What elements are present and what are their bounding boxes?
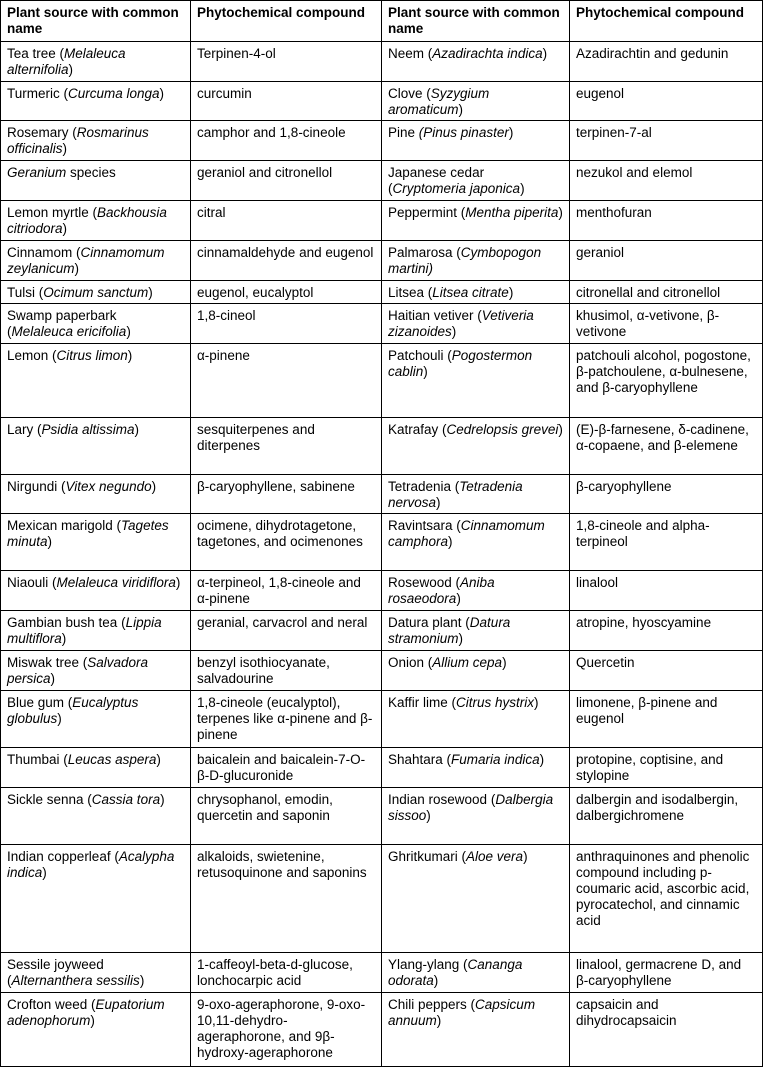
plant-common-name: Tulsi (	[7, 285, 44, 300]
plant-source-cell	[382, 42, 570, 82]
plant-source-cell	[1, 691, 191, 748]
plant-name-suffix: species	[66, 165, 116, 180]
plant-name-suffix: )	[127, 348, 133, 363]
table-row	[1, 241, 763, 281]
table-row	[1, 691, 763, 748]
plant-name-suffix: )	[436, 495, 441, 510]
plant-name-suffix: )	[139, 973, 145, 988]
plant-source-cell	[1, 304, 191, 344]
plant-source-cell	[1, 344, 191, 418]
plant-source-cell	[382, 514, 570, 571]
plant-name-suffix: )	[175, 575, 181, 590]
plant-common-name: Clove (	[388, 86, 431, 101]
plant-source-cell	[1, 201, 191, 241]
plant-scientific-name: Allium cepa	[432, 655, 503, 670]
phytochemical-compound-cell: patchouli alcohol, pogostone, β-patchoulene, α-bulnesene, and β-caryophyllene	[570, 344, 763, 418]
plant-common-name: Kaffir lime (	[388, 695, 457, 710]
plant-scientific-name: Cananga odorata	[388, 957, 523, 988]
phytochemical-compound-cell: 1,8-cineole (eucalyptol), terpenes like α-pinene and β-pinene	[191, 691, 382, 748]
plant-name-suffix: )	[458, 631, 464, 646]
phytochemical-compound-cell: capsaicin and dihydrocapsaicin	[570, 993, 763, 1067]
phytochemical-compound-cell: β-caryophyllene	[570, 475, 763, 514]
table-row	[1, 344, 763, 418]
plant-scientific-name: Alternanthera sessilis	[11, 973, 140, 988]
plant-name-suffix: )	[42, 865, 47, 880]
plant-name-suffix: )	[156, 752, 161, 767]
plant-common-name: Katrafay (	[388, 422, 447, 437]
plant-source-cell	[1, 571, 191, 611]
plant-source-cell	[1, 651, 191, 691]
plant-common-name: Swamp paperbark (	[7, 308, 117, 339]
phytochemical-compound-cell: sesquiterpenes and diterpenes	[191, 418, 382, 475]
plant-name-suffix: )	[151, 479, 157, 494]
phytochemical-compound-cell: ocimene, dihydrotagetone, tagetones, and ocimenones	[191, 514, 382, 571]
phytochemical-compound-cell: camphor and 1,8-cineole	[191, 121, 382, 161]
plant-name-suffix: )	[159, 86, 165, 101]
plant-source-cell	[1, 993, 191, 1067]
plant-scientific-name: Datura stramonium	[388, 615, 511, 646]
plant-source-cell	[1, 82, 191, 121]
plant-source-cell	[382, 475, 570, 514]
plant-source-cell	[382, 201, 570, 241]
plant-scientific-name: (Pinus pinaster	[418, 125, 509, 140]
plant-common-name: Ravintsara (	[388, 518, 461, 533]
phytochemical-compound-cell: eugenol	[570, 82, 763, 121]
header-compound-1: Phytochemical compound	[191, 1, 382, 42]
table-row	[1, 571, 763, 611]
plant-common-name: Sessile joyweed (	[7, 957, 104, 988]
header-plant-source-2: Plant source with common name	[382, 1, 570, 42]
plant-scientific-name: Ocimum sanctum	[43, 285, 149, 300]
plant-name-suffix: )	[74, 261, 80, 276]
phytochemical-compound-cell: cinnamaldehyde and eugenol	[191, 241, 382, 281]
plant-source-cell	[382, 748, 570, 788]
plant-scientific-name: Citrus hystrix	[456, 695, 535, 710]
plant-common-name: Miswak tree (	[7, 655, 88, 670]
plant-name-suffix: )	[134, 422, 140, 437]
plant-common-name: Rosemary (	[7, 125, 77, 140]
plant-common-name: Neem (	[388, 46, 433, 61]
plant-name-suffix: )	[50, 671, 56, 686]
plant-scientific-name: Tagetes minuta	[7, 518, 169, 549]
plant-scientific-name: Dalbergia sissoo	[388, 792, 554, 823]
plant-source-cell	[382, 953, 570, 993]
plant-common-name: Turmeric (	[7, 86, 68, 101]
plant-source-cell	[1, 475, 191, 514]
plant-name-suffix: )	[558, 422, 563, 437]
plant-common-name: Mexican marigold (	[7, 518, 122, 533]
phytochemical-compound-cell: β-caryophyllene, sabinene	[191, 475, 382, 514]
table-row	[1, 993, 763, 1067]
plant-scientific-name: Eupatorium adenophorum	[7, 997, 165, 1028]
plant-source-cell	[382, 121, 570, 161]
plant-common-name: Rosewood (	[388, 575, 461, 590]
plant-scientific-name: Cinnamomum zeylanicum	[7, 245, 165, 276]
phytochemical-compound-cell: alkaloids, swietenine, retusoquinone and saponins	[191, 845, 382, 953]
phytochemical-compound-cell: linalool, germacrene D, and β-caryophyllene	[570, 953, 763, 993]
plant-source-cell	[382, 161, 570, 201]
plant-source-cell	[1, 241, 191, 281]
plant-scientific-name: Melaleuca ericifolia	[11, 324, 127, 339]
plant-scientific-name: Cymbopogon martini)	[388, 245, 542, 276]
plant-source-cell	[382, 281, 570, 304]
plant-name-suffix: )	[126, 324, 131, 339]
plant-source-cell	[382, 611, 570, 651]
plant-name-suffix: )	[523, 849, 528, 864]
phytochemical-compound-cell: 1,8-cineol	[191, 304, 382, 344]
plant-scientific-name: Capsicum annuum	[388, 997, 536, 1028]
plant-name-suffix: )	[62, 221, 68, 236]
table-row	[1, 514, 763, 571]
plant-common-name: Lemon myrtle (	[7, 205, 98, 220]
plant-common-name: Shahtara (	[388, 752, 452, 767]
plant-common-name: Tetradenia (	[388, 479, 460, 494]
phytochemical-compound-cell: dalbergin and isodalbergin, dalbergichromene	[570, 788, 763, 845]
table-row	[1, 748, 763, 788]
plant-name-suffix: )	[539, 752, 545, 767]
table-row	[1, 418, 763, 475]
plant-scientific-name: Curcuma longa	[68, 86, 160, 101]
plant-scientific-name: Litsea citrate	[432, 285, 509, 300]
plant-scientific-name: Melaleuca viridiflora	[56, 575, 176, 590]
plant-common-name: Cinnamom (	[7, 245, 81, 260]
plant-source-cell	[382, 241, 570, 281]
phytochemical-compound-cell: menthofuran	[570, 201, 763, 241]
plant-name-suffix: )	[508, 285, 514, 300]
table-row	[1, 788, 763, 845]
plant-scientific-name: Lippia multiflora	[7, 615, 162, 646]
phytochemical-compound-cell: geraniol and citronellol	[191, 161, 382, 201]
phytochemical-compound-cell: protopine, coptisine, and stylopine	[570, 748, 763, 788]
plant-source-cell	[382, 993, 570, 1067]
plant-source-cell	[1, 953, 191, 993]
plant-scientific-name: Vitex negundo	[65, 479, 152, 494]
plant-source-cell	[1, 121, 191, 161]
plant-source-cell	[1, 42, 191, 82]
plant-scientific-name: Mentha piperita	[465, 205, 559, 220]
phytochemical-compound-cell: limonene, β-pinene and eugenol	[570, 691, 763, 748]
plant-name-suffix: )	[62, 141, 68, 156]
plant-source-cell	[1, 845, 191, 953]
table-row	[1, 121, 763, 161]
plant-source-cell	[1, 748, 191, 788]
plant-source-cell	[382, 344, 570, 418]
table-row	[1, 201, 763, 241]
plant-common-name: Lary (	[7, 422, 42, 437]
plant-common-name: Litsea (	[388, 285, 433, 300]
plant-common-name: Niaouli (	[7, 575, 57, 590]
phytochemical-compound-cell: Azadirachtin and gedunin	[570, 42, 763, 82]
header-plant-source-1: Plant source with common name	[1, 1, 191, 42]
plant-source-cell	[382, 691, 570, 748]
plant-common-name: Datura plant (	[388, 615, 470, 630]
plant-source-cell	[382, 304, 570, 344]
plant-name-suffix: )	[160, 792, 165, 807]
table-row	[1, 42, 763, 82]
phytochemical-compound-cell: α-terpineol, 1,8-cineole and α-pinene	[191, 571, 382, 611]
table-row	[1, 953, 763, 993]
plant-name-suffix: )	[558, 205, 563, 220]
phytochemical-compound-cell: khusimol, α-vetivone, β-vetivone	[570, 304, 763, 344]
plant-common-name: Ghritkumari (	[388, 849, 467, 864]
plant-source-cell	[1, 514, 191, 571]
plant-name-suffix: )	[426, 808, 431, 823]
plant-common-name: Haitian vetiver (	[388, 308, 482, 323]
plant-scientific-name: Aniba rosaeodora	[388, 575, 495, 606]
phytochemical-compound-cell: 9-oxo-ageraphorone, 9-oxo-10,11-dehydro-ageraphorone, and 9β-hydroxy-ageraphorone	[191, 993, 382, 1067]
phytochemical-compound-cell: eugenol, eucalyptol	[191, 281, 382, 304]
plant-scientific-name: Syzygium aromaticum	[388, 86, 490, 117]
phytochemical-compound-cell: anthraquinones and phenolic compound including p-coumaric acid, ascorbic acid, pyrocatechol, and cinnamic acid	[570, 845, 763, 953]
phytochemical-compound-cell: Quercetin	[570, 651, 763, 691]
plant-source-cell	[1, 161, 191, 201]
plant-name-suffix: )	[68, 62, 74, 77]
plant-name-suffix: )	[520, 181, 525, 196]
plant-name-suffix: )	[148, 285, 153, 300]
plant-common-name: Pine	[388, 125, 419, 140]
plant-common-name: Japanese cedar (	[388, 165, 485, 196]
header-compound-2: Phytochemical compound	[570, 1, 763, 42]
plant-scientific-name: Geranium	[7, 165, 67, 180]
plant-scientific-name: Pogostermon cablin	[388, 348, 533, 379]
plant-common-name: Peppermint (	[388, 205, 466, 220]
plant-common-name: Onion (	[388, 655, 433, 670]
plant-name-suffix: )	[90, 1013, 95, 1028]
plant-name-suffix: )	[508, 125, 514, 140]
phytochemical-compound-cell: 1,8-cineole and alpha-terpineol	[570, 514, 763, 571]
plant-scientific-name: Cryptomeria japonica	[392, 181, 521, 196]
plant-scientific-name: Rosmarinus officinalis	[7, 125, 149, 156]
phytochemical-compound-cell: Terpinen-4-ol	[191, 42, 382, 82]
plant-common-name: Gambian bush tea (	[7, 615, 126, 630]
plant-common-name: Palmarosa (	[388, 245, 461, 260]
plant-common-name: Patchouli (	[388, 348, 452, 363]
plant-name-suffix: )	[502, 655, 507, 670]
table-row	[1, 281, 763, 304]
plant-scientific-name: Salvadora persica	[7, 655, 149, 686]
table-row	[1, 611, 763, 651]
plant-scientific-name: Eucalyptus globulus	[7, 695, 139, 726]
phytochemical-compound-cell: citral	[191, 201, 382, 241]
plant-source-cell	[1, 611, 191, 651]
plant-source-cell	[1, 281, 191, 304]
plant-source-cell	[382, 651, 570, 691]
plant-common-name: Lemon (	[7, 348, 57, 363]
plant-scientific-name: Vetiveria zizanoides	[388, 308, 534, 339]
plant-name-suffix: )	[436, 1013, 442, 1028]
phytochemical-compound-cell: 1-caffeoyl-beta-d-glucose, lonchocarpic acid	[191, 953, 382, 993]
plant-scientific-name: Cedrelopsis grevei	[446, 422, 559, 437]
phytochemical-compound-cell: baicalein and baicalein-7-O-β-D-glucuronide	[191, 748, 382, 788]
plant-scientific-name: Leucas aspera	[67, 752, 157, 767]
plant-name-suffix: )	[542, 46, 548, 61]
table-row	[1, 475, 763, 514]
phytochemical-compound-cell: atropine, hyoscyamine	[570, 611, 763, 651]
plant-common-name: Indian copperleaf (	[7, 849, 119, 864]
plant-name-suffix: )	[61, 631, 67, 646]
plant-scientific-name: Aloe vera	[466, 849, 524, 864]
plant-common-name: Blue gum (	[7, 695, 73, 710]
plant-source-cell	[1, 418, 191, 475]
phytochemical-compound-cell: nezukol and elemol	[570, 161, 763, 201]
plant-scientific-name: Tetradenia nervosa	[388, 479, 523, 510]
plant-source-cell	[382, 571, 570, 611]
table-row	[1, 161, 763, 201]
table-row	[1, 845, 763, 953]
plant-scientific-name: Backhousia citriodora	[7, 205, 167, 236]
phytochemical-compound-cell: curcumin	[191, 82, 382, 121]
table-body	[1, 42, 763, 1067]
plant-source-cell	[382, 418, 570, 475]
plant-common-name: Indian rosewood (	[388, 792, 496, 807]
plant-common-name: Chili peppers (	[388, 997, 476, 1012]
plant-common-name: Tea tree (	[7, 46, 65, 61]
phytochemical-compound-cell: linalool	[570, 571, 763, 611]
table-row	[1, 651, 763, 691]
phytochemical-compound-cell: citronellal and citronellol	[570, 281, 763, 304]
plant-name-suffix: )	[458, 102, 464, 117]
plant-scientific-name: Fumaria indica	[451, 752, 540, 767]
plant-source-cell	[382, 845, 570, 953]
phytochemical-compound-cell: (E)-β-farnesene, δ-cadinene, α-copaene, and β-elemene	[570, 418, 763, 475]
plant-common-name: Sickle senna (	[7, 792, 92, 807]
phytochemical-compound-cell: α-pinene	[191, 344, 382, 418]
plant-scientific-name: Melaleuca alternifolia	[7, 46, 126, 77]
plant-scientific-name: Acalypha indica	[7, 849, 175, 880]
plant-source-cell	[1, 788, 191, 845]
plant-scientific-name: Psidia altissima	[41, 422, 135, 437]
phytochemical-compound-cell: chrysophanol, emodin, quercetin and saponin	[191, 788, 382, 845]
plant-name-suffix: )	[47, 534, 53, 549]
plant-source-cell	[382, 82, 570, 121]
phytochemical-compound-cell: geranial, carvacrol and neral	[191, 611, 382, 651]
plant-name-suffix: )	[57, 711, 62, 726]
plant-name-suffix: )	[451, 324, 457, 339]
plant-common-name: Thumbai (	[7, 752, 68, 767]
plant-scientific-name: Cassia tora	[91, 792, 161, 807]
plant-name-suffix: )	[433, 973, 439, 988]
plant-name-suffix: )	[448, 534, 453, 549]
plant-common-name: Crofton weed (	[7, 997, 96, 1012]
plant-scientific-name: Citrus limon	[56, 348, 128, 363]
plant-common-name: Ylang-ylang (	[388, 957, 468, 972]
plant-name-suffix: )	[423, 364, 428, 379]
plant-scientific-name: Cinnamomum camphora	[388, 518, 545, 549]
plant-source-cell	[382, 788, 570, 845]
phytochemical-compound-cell: benzyl isothiocyanate, salvadourine	[191, 651, 382, 691]
phytochemical-compound-cell: geraniol	[570, 241, 763, 281]
plant-name-suffix: )	[534, 695, 539, 710]
plant-name-suffix: )	[456, 591, 461, 606]
table-row	[1, 304, 763, 344]
plant-scientific-name: Azadirachta indica	[432, 46, 543, 61]
header-row	[1, 1, 763, 42]
plant-common-name: Nirgundi (	[7, 479, 66, 494]
phytochemical-compound-cell: terpinen-7-al	[570, 121, 763, 161]
table-row	[1, 82, 763, 121]
